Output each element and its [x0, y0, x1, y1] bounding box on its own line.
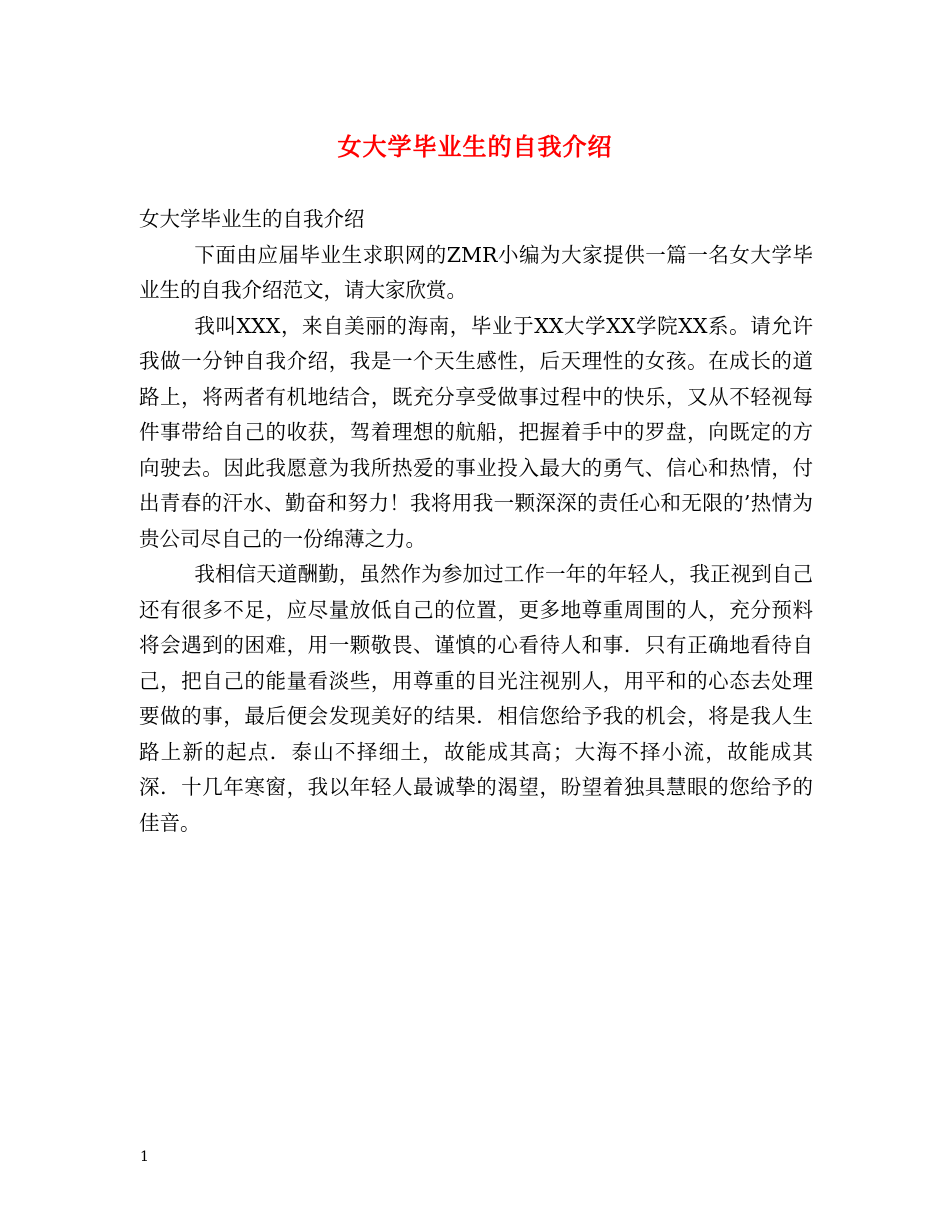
document-title: 女大学毕业生的自我介绍	[337, 132, 613, 161]
page-number: 1	[140, 1149, 149, 1165]
paragraph-intro: 下面由应届毕业生求职网的ZMR小编为大家提供一篇一名女大学毕业生的自我介绍范文，请大家欣赏。	[139, 242, 813, 302]
document-subtitle: 女大学毕业生的自我介绍	[139, 207, 365, 231]
paragraph-self-introduction: 我叫XXX，来自美丽的海南，毕业于XX大学XX学院XX系。请允许我做一分钟自我介绍，我是一个天生感性，后天理性的女孩。在成长的道路上，将两者有机地结合，既充分享受做事过程中的快乐，又从不轻视每件事带给自己的收获，驾着理想的航船，把握着手中的罗盘，向既定的方向驶去。因此我愿意为我所热爱的事业投入最大的勇气、信心和热情，付出青春的汗水、勤奋和努力！我将用我一颗深深的责任心和无限的’热情为贵公司尽自己的一份绵薄之力。	[139, 313, 813, 551]
document-body	[139, 202, 813, 841]
paragraph-outlook: 我相信天道酬勤，虽然作为参加过工作一年的年轻人，我正视到自己还有很多不足，应尽量放低自己的位置，更多地尊重周围的人，充分预料将会遇到的困难，用一颗敬畏、谨慎的心看待人和事．只有正确地看待自己，把自己的能量看淡些，用尊重的目光注视别人，用平和的心态去处理要做的事，最后便会发现美好的结果．相信您给予我的机会，将是我人生路上新的起点．泰山不择细土，故能成其高；大海不择小流，故能成其深．十几年寒窗，我以年轻人最诚挚的渴望，盼望着独具慧眼的您给予的佳音。	[139, 562, 813, 835]
